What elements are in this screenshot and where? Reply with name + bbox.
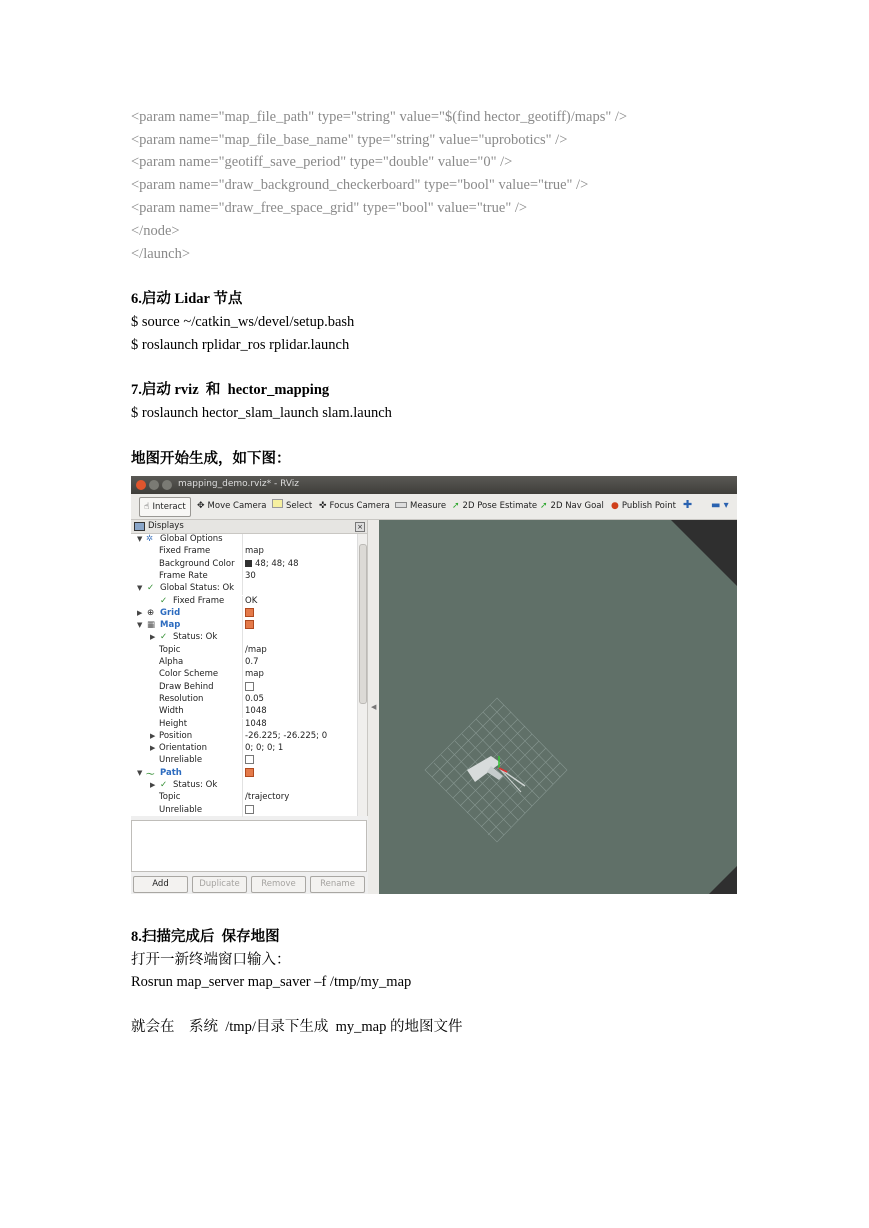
collapse-left-icon: ◀ bbox=[371, 703, 377, 711]
remove-display-button[interactable]: Remove bbox=[251, 876, 306, 893]
maximize-window-button[interactable] bbox=[162, 480, 172, 490]
add-tool-icon[interactable]: ✚ bbox=[683, 498, 693, 511]
code-line-1: <param name="map_file_path" type="string" value="$(find hector_geotiff)/maps" /> bbox=[131, 109, 628, 125]
move-camera-tool-button[interactable] bbox=[197, 499, 266, 514]
interact-label: Interact bbox=[152, 502, 186, 512]
topic-label: Topic bbox=[159, 644, 181, 655]
description-box bbox=[131, 820, 367, 872]
rviz-window bbox=[131, 476, 737, 894]
map-status-label: Status: Ok bbox=[173, 632, 218, 643]
checkmark-icon: ✓ bbox=[160, 780, 168, 790]
code-line-6: </node> bbox=[131, 223, 180, 239]
width-label: Width bbox=[159, 706, 184, 717]
draw-behind-label: Draw Behind bbox=[159, 681, 214, 692]
map-unknown-area-bottom bbox=[709, 866, 737, 894]
tree-row-path[interactable] bbox=[131, 768, 356, 780]
background-color-value[interactable] bbox=[245, 559, 299, 569]
map-caption: 地图开始生成，如下图： bbox=[131, 451, 291, 467]
displays-header bbox=[131, 520, 367, 534]
collapse-arrow-icon[interactable]: ▶ bbox=[150, 731, 156, 740]
path-unreliable-checkbox[interactable] bbox=[245, 805, 254, 815]
pose-estimate-label: 2D Pose Estimate bbox=[462, 501, 538, 511]
close-icon[interactable]: × bbox=[355, 522, 365, 532]
background-color-text: 48; 48; 48 bbox=[255, 558, 299, 569]
checkbox-checked-icon bbox=[245, 608, 254, 617]
code-line-2: <param name="map_file_base_name" type="string" value="uprobotics" /> bbox=[131, 132, 568, 148]
checkbox-checked-icon bbox=[245, 768, 254, 777]
rename-display-button[interactable]: Rename bbox=[310, 876, 365, 893]
global-options-label: Global Options bbox=[160, 534, 223, 544]
collapse-arrow-icon[interactable]: ▶ bbox=[150, 633, 156, 642]
tree-row-draw-behind[interactable] bbox=[131, 682, 356, 694]
grid bbox=[425, 698, 567, 842]
tree-row-path-topic[interactable] bbox=[131, 792, 356, 804]
height-value: 1048 bbox=[245, 718, 267, 729]
tree-row-topic[interactable] bbox=[131, 645, 356, 657]
fixed-frame-status-label: Fixed Frame bbox=[173, 595, 225, 606]
tree-row-global-status[interactable] bbox=[131, 583, 356, 595]
duplicate-display-button[interactable]: Duplicate bbox=[192, 876, 247, 893]
tree-row-fixed-frame-status[interactable] bbox=[131, 596, 356, 608]
nav-goal-tool-button[interactable] bbox=[540, 499, 604, 514]
step6-heading: 6.启动 Lidar 节点 bbox=[131, 291, 243, 307]
step6-cmd1: $ source ~/catkin_ws/devel/setup.bash bbox=[131, 314, 355, 330]
pose-estimate-tool-button[interactable] bbox=[452, 499, 537, 514]
publish-point-tool-button[interactable] bbox=[611, 499, 676, 514]
green-arrow-icon: ➚ bbox=[540, 501, 548, 511]
step8-line1: 打开一新终端窗口输入： bbox=[131, 952, 291, 968]
select-label: Select bbox=[286, 501, 313, 511]
map-pin-icon: ● bbox=[611, 501, 619, 511]
checkbox-unchecked-icon bbox=[245, 805, 254, 814]
resolution-label: Resolution bbox=[159, 693, 204, 704]
checkbox-unchecked-icon bbox=[245, 682, 254, 691]
frame-rate-value[interactable]: 30 bbox=[245, 570, 256, 581]
measure-tool-button[interactable] bbox=[395, 499, 446, 514]
tree-row-orientation[interactable] bbox=[131, 743, 356, 755]
frame-rate-label: Frame Rate bbox=[159, 570, 208, 581]
code-line-4: <param name="draw_background_checkerboard" type="bool" value="true" /> bbox=[131, 177, 589, 193]
topic-value[interactable]: /map bbox=[245, 644, 267, 655]
minimize-window-button[interactable] bbox=[149, 480, 159, 490]
displays-scrollbar[interactable] bbox=[357, 534, 367, 816]
height-label: Height bbox=[159, 718, 188, 729]
window-titlebar bbox=[131, 476, 737, 494]
expand-arrow-icon[interactable]: ▼ bbox=[137, 535, 143, 543]
focus-camera-label: Focus Camera bbox=[329, 501, 390, 511]
step7-cmd1: $ roslaunch hector_slam_launch slam.launch bbox=[131, 405, 392, 421]
path-label: Path bbox=[160, 767, 182, 778]
map-enabled-checkbox[interactable] bbox=[245, 620, 254, 630]
draw-behind-checkbox[interactable] bbox=[245, 682, 254, 692]
orientation-label: Orientation bbox=[159, 743, 207, 754]
displays-panel bbox=[131, 520, 368, 816]
path-status-label: Status: Ok bbox=[173, 780, 218, 790]
path-icon: 〜 bbox=[146, 769, 155, 780]
interact-tool-button[interactable] bbox=[139, 497, 191, 517]
fixed-frame-status-value: OK bbox=[245, 595, 258, 606]
map-icon: ▦ bbox=[147, 620, 156, 631]
tree-row-path-status[interactable] bbox=[131, 780, 356, 792]
nav-goal-label: 2D Nav Goal bbox=[550, 501, 604, 511]
select-icon bbox=[272, 499, 283, 508]
move-camera-label: Move Camera bbox=[207, 501, 267, 511]
fixed-frame-value[interactable]: map bbox=[245, 546, 264, 557]
monitor-icon bbox=[134, 522, 145, 531]
step7-heading: 7.启动 rviz 和 hector_mapping bbox=[131, 382, 330, 398]
focus-camera-icon: ✜ bbox=[319, 501, 327, 511]
resolution-value: 0.05 bbox=[245, 693, 264, 704]
unreliable-label: Unreliable bbox=[159, 755, 203, 766]
unreliable-checkbox[interactable] bbox=[245, 755, 254, 765]
orientation-value: 0; 0; 0; 1 bbox=[245, 743, 284, 754]
tree-row-resolution[interactable] bbox=[131, 694, 356, 706]
tree-row-unreliable[interactable] bbox=[131, 755, 356, 767]
color-scheme-value[interactable]: map bbox=[245, 669, 264, 680]
move-camera-icon: ✥ bbox=[197, 501, 205, 511]
gear-icon: ✲ bbox=[146, 534, 154, 544]
tree-row-fixed-frame[interactable] bbox=[131, 546, 356, 558]
position-value: -26.225; -26.225; 0 bbox=[245, 730, 328, 741]
code-line-7: </launch> bbox=[131, 246, 191, 262]
collapse-arrow-icon[interactable]: ▶ bbox=[150, 744, 156, 753]
map-label: Map bbox=[160, 620, 181, 631]
ruler-icon bbox=[395, 502, 407, 508]
global-status-label: Global Status: Ok bbox=[160, 583, 235, 594]
laser-scan-ray bbox=[499, 768, 521, 792]
scrollbar-thumb[interactable] bbox=[359, 544, 367, 704]
color-swatch bbox=[245, 560, 252, 567]
window-title: mapping_demo.rviz* - RViz bbox=[178, 479, 300, 489]
expand-arrow-icon[interactable]: ▼ bbox=[137, 621, 143, 630]
alpha-label: Alpha bbox=[159, 657, 184, 667]
expand-arrow-icon[interactable]: ▼ bbox=[137, 768, 143, 777]
3d-scene bbox=[379, 520, 737, 894]
displays-title: Displays bbox=[148, 521, 184, 531]
step8-heading: 8.扫描完成后 保存地图 bbox=[131, 929, 280, 945]
select-tool-button[interactable] bbox=[272, 499, 312, 514]
tree-row-color-scheme[interactable] bbox=[131, 669, 356, 681]
checkmark-icon: ✓ bbox=[160, 632, 168, 643]
3d-view[interactable] bbox=[379, 520, 737, 894]
grid-enabled-checkbox[interactable] bbox=[245, 608, 254, 618]
background-color-label: Background Color bbox=[159, 558, 235, 569]
checkmark-icon: ✓ bbox=[160, 595, 168, 606]
step6-cmd2: $ roslaunch rplidar_ros rplidar.launch bbox=[131, 337, 350, 353]
tree-row-global-options[interactable] bbox=[131, 534, 356, 546]
add-display-button[interactable]: Add bbox=[133, 876, 188, 893]
grid-icon: ⊕ bbox=[147, 607, 155, 618]
publish-point-label: Publish Point bbox=[621, 501, 676, 511]
color-scheme-label: Color Scheme bbox=[159, 669, 219, 680]
path-unreliable-label: Unreliable bbox=[159, 804, 203, 815]
path-topic-value[interactable]: /trajectory bbox=[245, 792, 290, 803]
hand-icon: ☝ bbox=[144, 502, 150, 512]
step8-cmd: Rosrun map_server map_saver –f /tmp/my_map bbox=[131, 974, 412, 990]
tree-row-alpha[interactable] bbox=[131, 657, 356, 669]
checkbox-unchecked-icon bbox=[245, 755, 254, 764]
tree-row-background-color[interactable] bbox=[131, 559, 356, 571]
alpha-value[interactable]: 0.7 bbox=[245, 657, 259, 667]
width-value: 1048 bbox=[245, 706, 267, 717]
grid-label: Grid bbox=[160, 607, 181, 618]
rviz-toolbar bbox=[131, 494, 737, 520]
position-label: Position bbox=[159, 730, 193, 741]
tree-row-frame-rate[interactable] bbox=[131, 571, 356, 583]
tree-row-height[interactable] bbox=[131, 719, 356, 731]
tree-row-grid[interactable] bbox=[131, 608, 356, 620]
checkbox-checked-icon bbox=[245, 620, 254, 629]
close-window-button[interactable] bbox=[136, 480, 146, 490]
collapse-arrow-icon[interactable]: ▶ bbox=[137, 608, 143, 617]
tree-row-map[interactable] bbox=[131, 620, 356, 632]
green-arrow-icon: ➚ bbox=[452, 501, 460, 511]
tree-row-map-status[interactable] bbox=[131, 632, 356, 644]
path-topic-label: Topic bbox=[159, 792, 181, 803]
tree-row-path-unreliable[interactable] bbox=[131, 805, 356, 817]
step8-note: 就会在 系统 /tmp/目录下生成 my_map 的地图文件 bbox=[131, 1019, 463, 1035]
map-unknown-area-top bbox=[671, 520, 737, 586]
checkmark-icon: ✓ bbox=[147, 583, 155, 594]
panel-splitter[interactable] bbox=[368, 520, 379, 894]
fixed-frame-label: Fixed Frame bbox=[159, 546, 211, 557]
measure-label: Measure bbox=[410, 501, 447, 511]
displays-tree bbox=[131, 534, 356, 816]
collapse-arrow-icon[interactable]: ▶ bbox=[150, 781, 156, 789]
expand-arrow-icon[interactable]: ▼ bbox=[137, 584, 143, 593]
focus-camera-tool-button[interactable] bbox=[319, 499, 390, 514]
code-line-5: <param name="draw_free_space_grid" type="bool" value="true" /> bbox=[131, 200, 528, 216]
tree-row-width[interactable] bbox=[131, 706, 356, 718]
tree-row-position[interactable] bbox=[131, 731, 356, 743]
path-enabled-checkbox[interactable] bbox=[245, 768, 254, 778]
remove-tool-icon[interactable]: ▬ ▾ bbox=[711, 500, 729, 511]
code-line-3: <param name="geotiff_save_period" type="double" value="0" /> bbox=[131, 154, 513, 170]
